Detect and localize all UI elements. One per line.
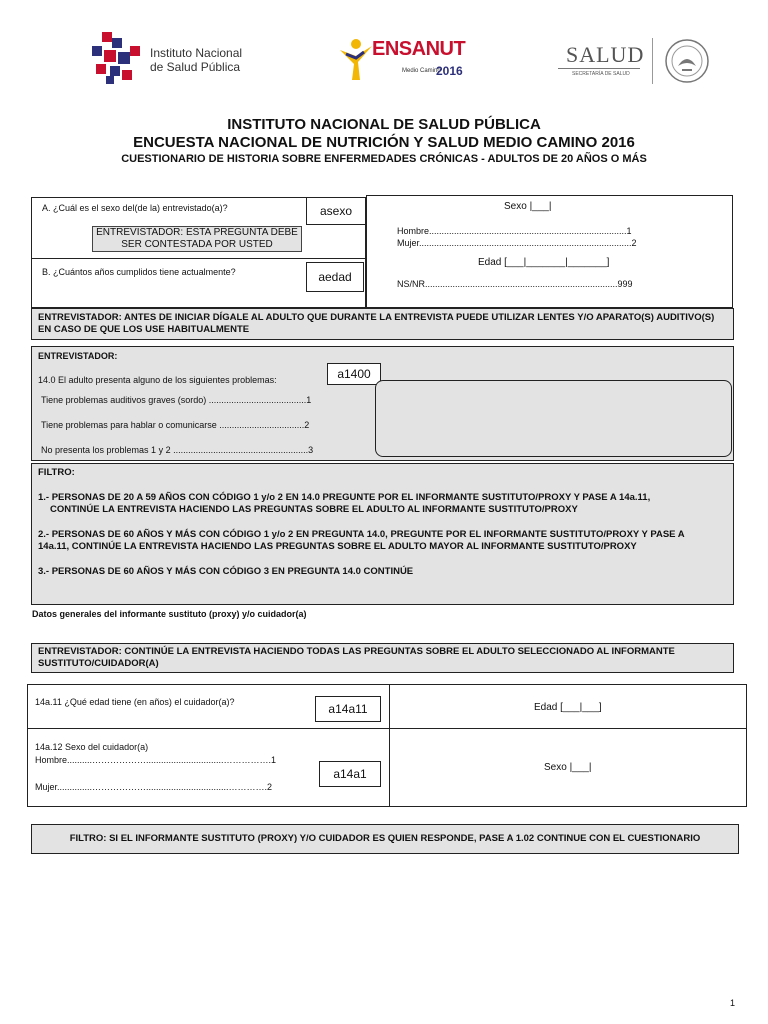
filtro-final-text: FILTRO: SI EL INFORMANTE SUSTITUTO (PROXY) Y/O CUIDADOR ES QUIEN RESPONDE, PASE A 1.02 CONTINUE CON EL CUESTIONARIO — [69, 833, 701, 844]
caregiver-table-row-divider — [27, 728, 747, 729]
interviewer-instruction-1 — [31, 308, 734, 340]
interviewer-instruction-2-text: ENTREVISTADOR: CONTINÚE LA ENTREVISTA HACIENDO TODAS LAS PREGUNTAS SOBRE EL ADULTO SELECCIONADO AL INFORMANTE SUSTITUTO/CUIDADOR(A) — [38, 646, 675, 669]
caregiver-table-col-divider — [389, 684, 390, 807]
filtro-item-3: 3.- PERSONAS DE 60 AÑOS Y MÁS CON CÓDIGO 3 EN PREGUNTA 14.0 CONTINÚE — [38, 566, 414, 577]
insp-logo — [92, 32, 252, 84]
sexo-option-mujer: Mujer.....................................................................................2 — [397, 238, 637, 248]
question-a-note-line1: ENTREVISTADOR: ESTA PREGUNTA DEBE — [96, 227, 298, 238]
filtro-box — [31, 463, 734, 605]
ensanut-logo-year: 2016 — [436, 64, 463, 78]
a1400-field[interactable]: a1400 — [327, 363, 381, 385]
interviewer-instruction-1-text: ENTREVISTADOR: ANTES DE INICIAR DÍGALE AL ADULTO QUE DURANTE LA ENTREVISTA PUEDE UTILIZAR LENTES Y/O APARATO(S) AUDITIVO(S) EN CASO DE QUE LOS USE HABITUALMENTE — [38, 312, 715, 335]
a14a1-field[interactable]: a14a1 — [319, 761, 381, 787]
caregiver-sexo-option-hombre: Hombre..........………………...............................…………….1 — [35, 755, 277, 765]
question-14a12-text: 14a.12 Sexo del cuidador(a) — [35, 742, 149, 752]
header-line3: CUESTIONARIO DE HISTORIA SOBRE ENFERMEDADES CRÓNICAS - ADULTOS DE 20 AÑOS O MÁS — [121, 153, 647, 165]
page-number: 1 — [730, 998, 736, 1008]
question-a-note — [92, 226, 302, 252]
question-14-heading: ENTREVISTADOR: — [38, 351, 118, 361]
interviewer-instruction-2 — [31, 643, 734, 673]
salud-logo — [556, 38, 716, 86]
insp-logo-line1: Instituto Nacional — [150, 46, 243, 60]
salud-logo-name: SALUD — [566, 42, 645, 67]
sexo-option-hombre: Hombre...............................................................................1 — [397, 226, 632, 236]
filtro-item-1b: CONTINÚE LA ENTREVISTA HACIENDO LAS PREGUNTAS SOBRE EL ADULTO AL INFORMANTE SUSTITUTO/PROXY — [50, 504, 578, 515]
salud-logo-sub: SECRETARÍA DE SALUD — [572, 71, 630, 77]
nsnr-option: NS/NR.............................................................................999 — [397, 279, 633, 289]
datos-generales-label: Datos generales del informante sustituto (proxy) y/o cuidador(a) — [32, 609, 307, 619]
insp-logo-icon — [92, 32, 144, 84]
caregiver-sexo-option-mujer: Mujer..............……………….................................………….2 — [35, 782, 273, 792]
q14-answer-box[interactable] — [375, 380, 732, 457]
q14-option-2: Tiene problemas para hablar o comunicarse ..................................2 — [41, 420, 310, 430]
question-14a11-text: 14a.11 ¿Qué edad tiene (en años) el cuidador(a)? — [35, 697, 235, 707]
aedad-field[interactable]: aedad — [306, 262, 364, 292]
question-a-note-line2: SER CONTESTADA POR USTED — [121, 239, 273, 250]
filtro-heading: FILTRO: — [38, 467, 75, 478]
ensanut-logo-sub: Medio Camino — [402, 68, 441, 74]
a14a11-field[interactable]: a14a11 — [315, 696, 381, 722]
edad-label: Edad [___|_______|_______] — [478, 257, 610, 268]
sexo-label: Sexo |___| — [504, 201, 552, 212]
filtro-item-1a: 1.- PERSONAS DE 20 A 59 AÑOS CON CÓDIGO 1 y/o 2 EN 14.0 PREGUNTE POR EL INFORMANTE SUSTITUTO/PROXY Y PASE A 14a.11, — [38, 492, 651, 503]
question-14-text: 14.0 El adulto presenta alguno de los siguientes problemas: — [38, 375, 277, 385]
header-line1: INSTITUTO NACIONAL DE SALUD PÚBLICA — [227, 116, 541, 133]
insp-logo-line2: de Salud Pública — [150, 60, 241, 74]
header-line2: ENCUESTA NACIONAL DE NUTRICIÓN Y SALUD MEDIO CAMINO 2016 — [133, 134, 635, 151]
filtro-item-2a: 2.- PERSONAS DE 60 AÑOS Y MÁS CON CÓDIGO 1 y/o 2 EN PREGUNTA 14.0, PREGUNTE POR EL INFORMANTE SUSTITUTO/PROXY Y PASE A — [38, 529, 685, 540]
asexo-field[interactable]: asexo — [306, 197, 366, 225]
filtro-final-box — [31, 824, 739, 854]
caregiver-sexo-label: Sexo |___| — [544, 762, 592, 773]
ensanut-logo-name: ENSANUT — [372, 38, 466, 60]
caregiver-edad-label: Edad [___|___] — [534, 702, 602, 713]
ensanut-figure-icon — [336, 36, 376, 82]
ensanut-logo — [336, 36, 466, 82]
mexico-seal-icon — [664, 38, 710, 84]
question-a-text: A. ¿Cuál es el sexo del(de la) entrevistado(a)? — [42, 203, 228, 213]
q14-option-3: No presenta los problemas 1 y 2 ......................................................3 — [41, 445, 314, 455]
q14-option-1: Tiene problemas auditivos graves (sordo) .......................................1 — [41, 395, 312, 405]
question-b-text: B. ¿Cuántos años cumplidos tiene actualmente? — [42, 267, 236, 277]
filtro-item-2b: 14a.11, CONTINÚE LA ENTREVISTA HACIENDO LAS PREGUNTAS SOBRE EL ADULTO MAYOR AL INFORMANTE SUSTITUTO/PROXY — [38, 541, 637, 552]
